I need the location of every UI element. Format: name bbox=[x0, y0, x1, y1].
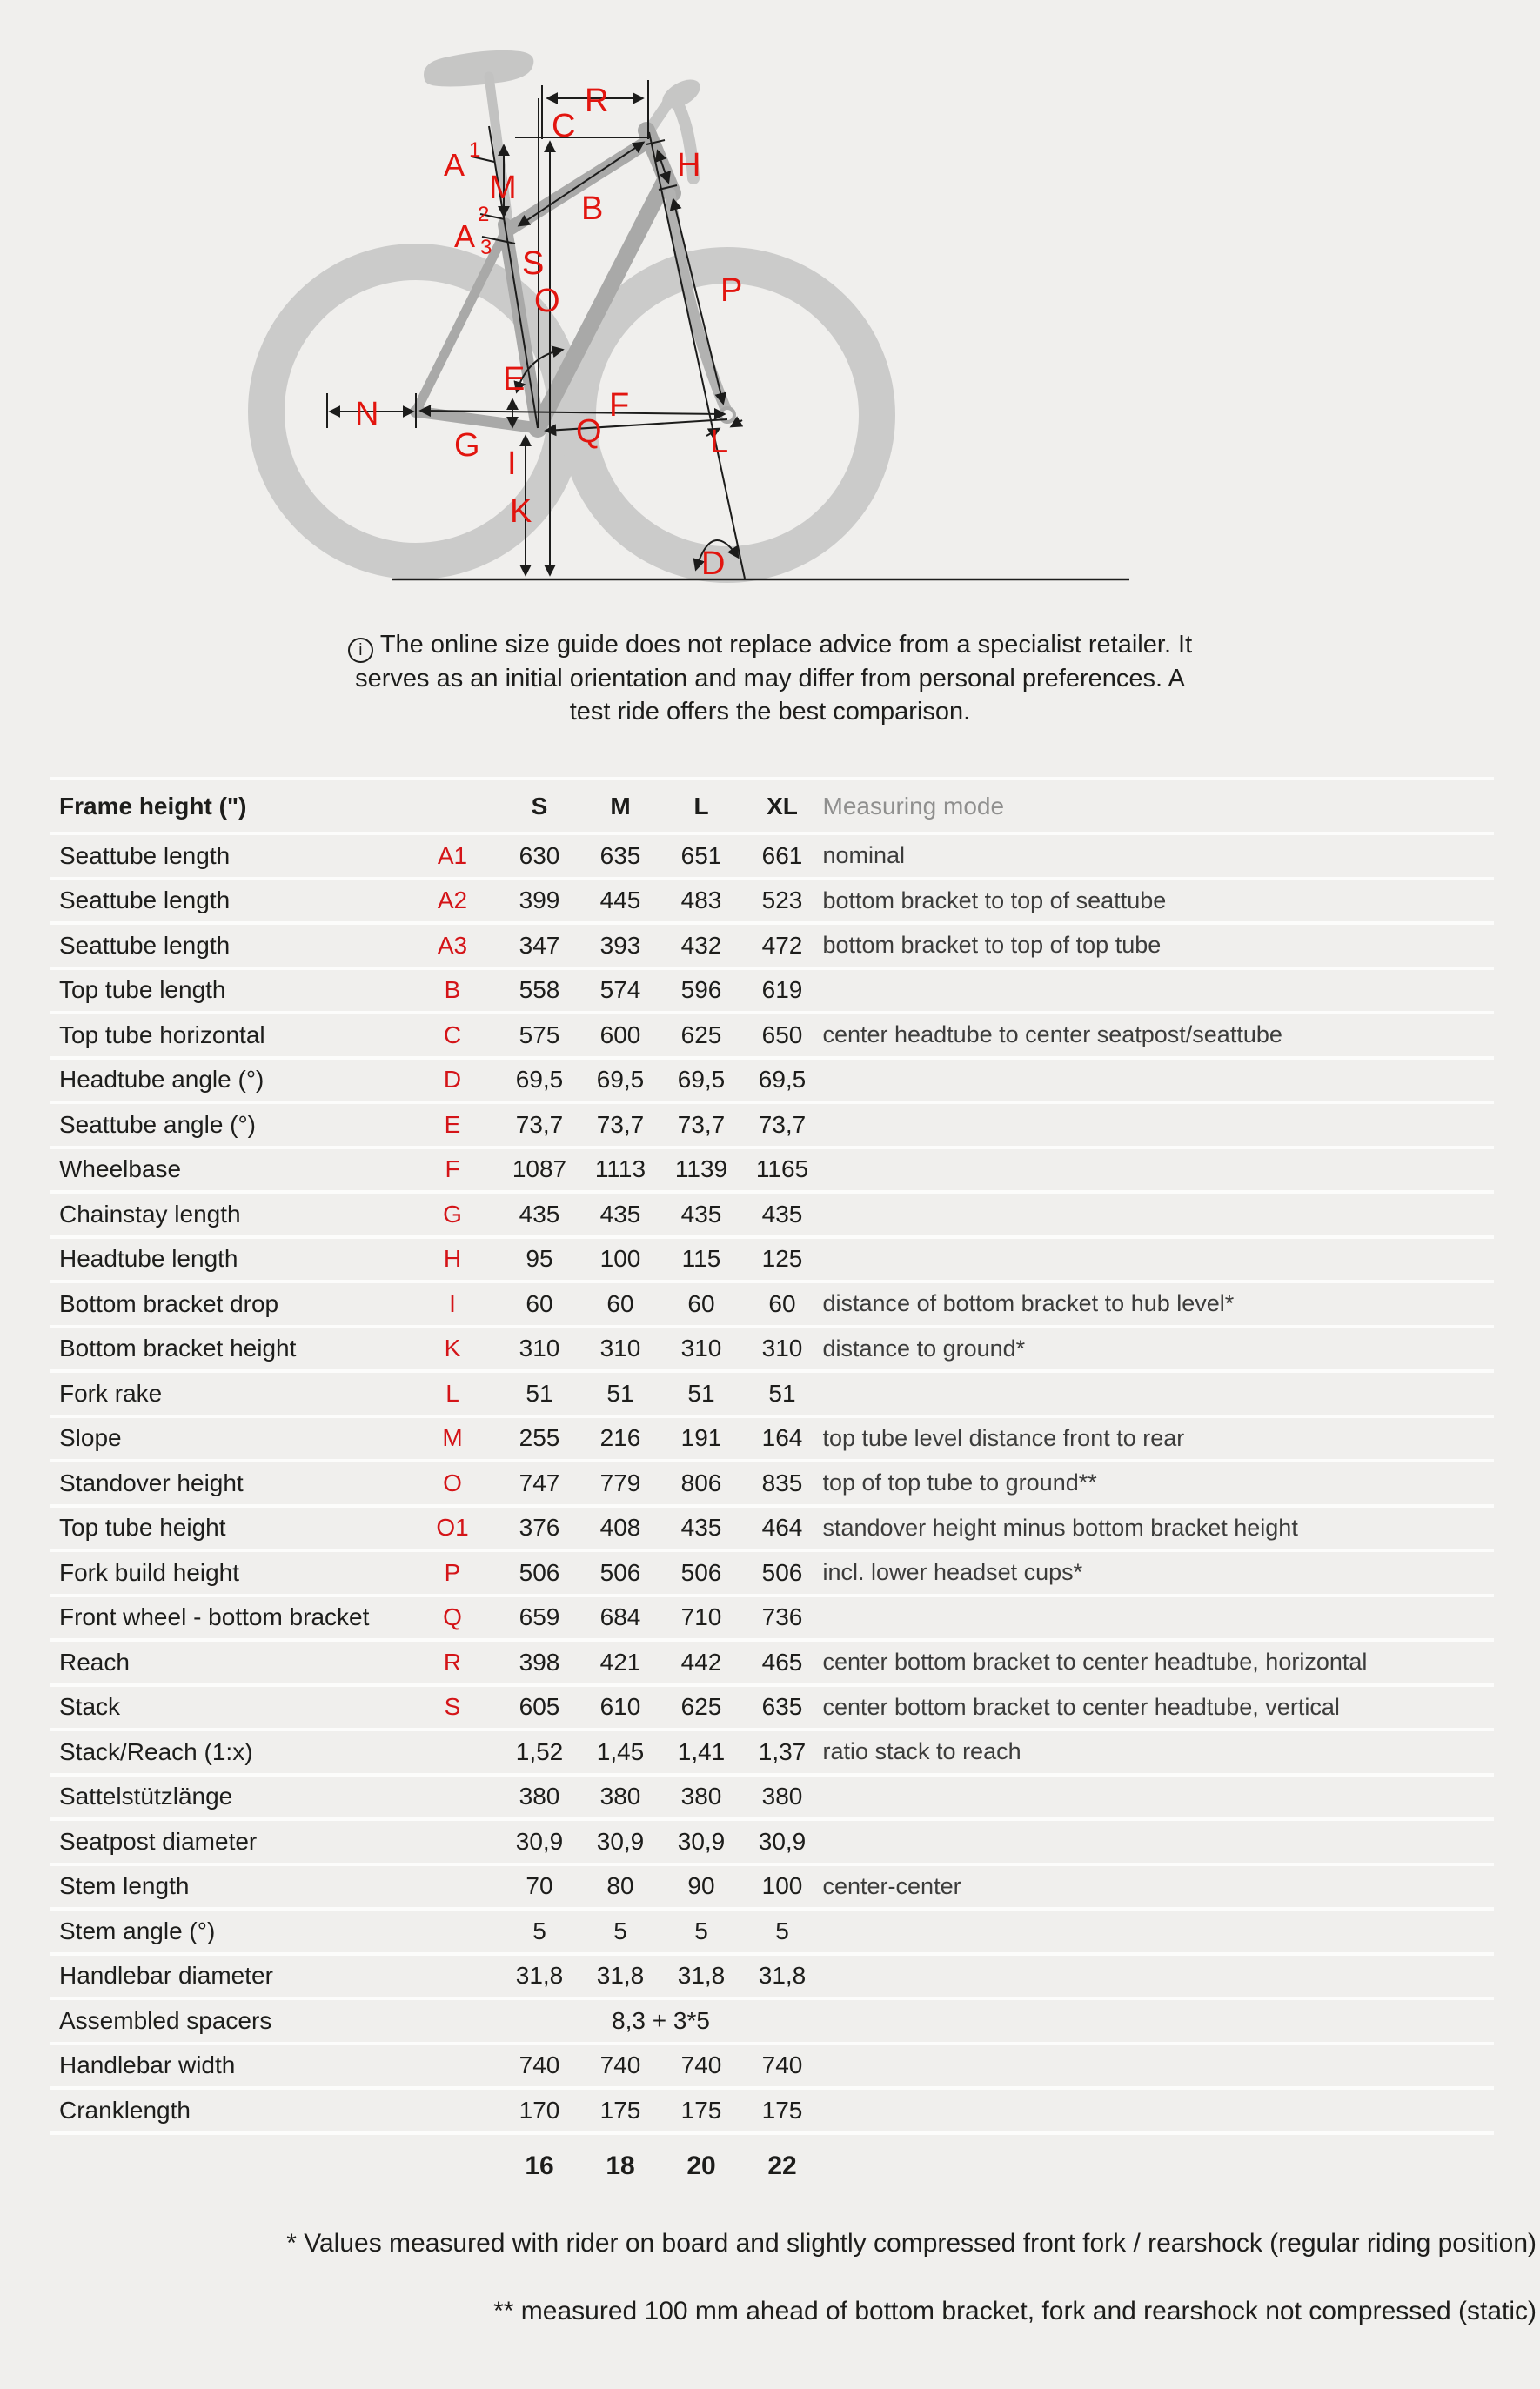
value-s: 69,5 bbox=[515, 1066, 564, 1094]
row-label: Slope bbox=[59, 1424, 122, 1452]
table-row bbox=[50, 1104, 1494, 1149]
value-xl: 175 bbox=[761, 2096, 803, 2124]
header-size-s: S bbox=[531, 792, 548, 820]
row-measuring-mode: ratio stack to reach bbox=[822, 1738, 1021, 1765]
row-measuring-mode: center bottom bracket to center headtube, horizontal bbox=[822, 1649, 1368, 1676]
table-row bbox=[50, 1777, 1494, 1822]
value-xl: 464 bbox=[761, 1514, 803, 1542]
value-xl: 435 bbox=[761, 1200, 803, 1228]
table-row bbox=[50, 970, 1494, 1015]
table-row bbox=[50, 835, 1494, 880]
row-label: Assembled spacers bbox=[59, 2006, 272, 2034]
value-s: 1,52 bbox=[515, 1737, 564, 1765]
value-s: 435 bbox=[519, 1200, 560, 1228]
row-label: Top tube height bbox=[59, 1514, 226, 1542]
row-letter: L bbox=[445, 1379, 459, 1407]
value-s: 5 bbox=[532, 1917, 546, 1944]
value-m: 380 bbox=[599, 1783, 641, 1810]
table-row bbox=[50, 1821, 1494, 1866]
row-label: Standover height bbox=[59, 1469, 244, 1496]
row-letter: E bbox=[444, 1110, 461, 1138]
value-s: 1087 bbox=[512, 1155, 567, 1183]
value-s: 506 bbox=[519, 1558, 560, 1586]
header-size-l: L bbox=[693, 792, 709, 820]
row-letter: I bbox=[449, 1289, 456, 1317]
value-l: 625 bbox=[680, 1693, 722, 1721]
value-m: 51 bbox=[606, 1379, 634, 1407]
value-l: 30,9 bbox=[677, 1827, 726, 1855]
value-m: 30,9 bbox=[596, 1827, 645, 1855]
value-s: 30,9 bbox=[515, 1827, 564, 1855]
value-m: 635 bbox=[599, 841, 641, 869]
value-xl: 5 bbox=[775, 1917, 789, 1944]
value-m: 1113 bbox=[594, 1155, 646, 1183]
row-label: Wheelbase bbox=[59, 1155, 182, 1183]
row-label: Handlebar diameter bbox=[59, 1962, 273, 1990]
value-m: 600 bbox=[599, 1021, 641, 1048]
value-m: 310 bbox=[599, 1335, 641, 1362]
value-m: 69,5 bbox=[596, 1066, 645, 1094]
value-xl: 310 bbox=[761, 1335, 803, 1362]
value-l: 31,8 bbox=[677, 1962, 726, 1990]
value-m: 175 bbox=[599, 2096, 641, 2124]
header-size-m: M bbox=[610, 792, 631, 820]
frame-size-22: 22 bbox=[767, 2151, 797, 2180]
diagram-label-h: H bbox=[677, 147, 701, 184]
row-measuring-mode: incl. lower headset cups* bbox=[822, 1559, 1083, 1586]
value-xl: 1165 bbox=[755, 1155, 809, 1183]
diagram-label-3: 3 bbox=[480, 236, 492, 259]
value-xl: 635 bbox=[761, 1693, 803, 1721]
diagram-label-e: E bbox=[503, 361, 526, 398]
row-label: Stem length bbox=[59, 1872, 190, 1900]
geometry-table-header bbox=[50, 777, 1494, 835]
table-row bbox=[50, 1956, 1494, 2001]
value-xl: 1,37 bbox=[758, 1737, 807, 1765]
row-label: Top tube length bbox=[59, 976, 226, 1004]
value-s: 51 bbox=[526, 1379, 553, 1407]
value-xl: 619 bbox=[761, 976, 803, 1004]
row-label: Cranklength bbox=[59, 2096, 191, 2124]
value-m: 610 bbox=[599, 1693, 641, 1721]
value-m: 779 bbox=[599, 1469, 641, 1496]
diagram-label-p: P bbox=[720, 272, 743, 309]
value-m: 31,8 bbox=[596, 1962, 645, 1990]
value-l: 506 bbox=[680, 1558, 722, 1586]
table-row bbox=[50, 1418, 1494, 1463]
diagram-label-g: G bbox=[454, 427, 480, 464]
table-row bbox=[50, 1194, 1494, 1239]
row-label: Seattube angle (°) bbox=[59, 1110, 257, 1138]
row-label: Seattube length bbox=[59, 841, 231, 869]
diagram-label-k: K bbox=[510, 493, 532, 530]
value-l: 710 bbox=[680, 1603, 722, 1631]
value-s: 70 bbox=[526, 1872, 553, 1900]
value-l: 740 bbox=[680, 2051, 722, 2079]
value-l: 90 bbox=[687, 1872, 715, 1900]
value-xl: 164 bbox=[761, 1424, 803, 1452]
value-xl: 60 bbox=[768, 1289, 796, 1317]
table-row bbox=[50, 1462, 1494, 1508]
row-measuring-mode: top of top tube to ground** bbox=[822, 1469, 1097, 1496]
row-letter: D bbox=[443, 1066, 462, 1094]
value-s: 630 bbox=[519, 841, 560, 869]
value-l: 435 bbox=[680, 1200, 722, 1228]
header-frame-height: Frame height (") bbox=[59, 792, 247, 820]
footnote-1: * Values measured with rider on board and slightly compressed front fork / rearshock (regular riding position) bbox=[286, 2229, 1537, 2258]
diagram-label-f: F bbox=[609, 387, 630, 424]
geometry-table-body bbox=[50, 835, 1494, 2135]
row-label: Stem angle (°) bbox=[59, 1917, 216, 1944]
value-l: 435 bbox=[680, 1514, 722, 1542]
table-row bbox=[50, 880, 1494, 926]
frame-size-18: 18 bbox=[606, 2151, 635, 2180]
row-measuring-mode: standover height minus bottom bracket height bbox=[822, 1514, 1298, 1541]
value-m: 740 bbox=[599, 2051, 641, 2079]
frame-size-16: 16 bbox=[525, 2151, 554, 2180]
value-s: 398 bbox=[519, 1648, 560, 1676]
chainstay bbox=[416, 412, 538, 428]
value-l: 175 bbox=[680, 2096, 722, 2124]
value-xl: 506 bbox=[761, 1558, 803, 1586]
value-xl: 69,5 bbox=[758, 1066, 807, 1094]
value-l: 60 bbox=[687, 1289, 715, 1317]
table-row bbox=[50, 1642, 1494, 1687]
value-xl: 51 bbox=[768, 1379, 796, 1407]
value-s: 399 bbox=[519, 887, 560, 914]
value-xl: 740 bbox=[761, 2051, 803, 2079]
value-s: 170 bbox=[519, 2096, 560, 2124]
value-xl: 380 bbox=[761, 1783, 803, 1810]
value-xl: 31,8 bbox=[758, 1962, 807, 1990]
row-letter: H bbox=[443, 1245, 462, 1273]
value-l: 73,7 bbox=[677, 1110, 726, 1138]
value-s: 31,8 bbox=[515, 1962, 564, 1990]
row-label: Seatpost diameter bbox=[59, 1827, 258, 1855]
geometry-table bbox=[50, 777, 1494, 2198]
value-l: 115 bbox=[681, 1245, 721, 1273]
row-label: Reach bbox=[59, 1648, 130, 1676]
row-label: Front wheel - bottom bracket bbox=[59, 1603, 370, 1631]
diagram-label-i: I bbox=[507, 445, 517, 482]
table-row bbox=[50, 1149, 1494, 1194]
value-m: 408 bbox=[599, 1514, 641, 1542]
value-xl: 125 bbox=[761, 1245, 803, 1273]
diagram-label-q: Q bbox=[576, 413, 602, 450]
value-l: 432 bbox=[680, 931, 722, 959]
row-measuring-mode: bottom bracket to top of top tube bbox=[822, 932, 1162, 959]
value-s: 310 bbox=[519, 1335, 560, 1362]
value-s: 255 bbox=[519, 1424, 560, 1452]
value-m: 1,45 bbox=[596, 1737, 645, 1765]
frame-size-20: 20 bbox=[686, 2151, 716, 2180]
note-line-2: serves as an initial orientation and may differ from personal preferences. A bbox=[355, 665, 1185, 693]
row-letter: B bbox=[444, 976, 461, 1004]
value-m: 80 bbox=[606, 1872, 634, 1900]
bike-diagram-svg bbox=[0, 0, 1540, 618]
value-xl: 661 bbox=[761, 841, 803, 869]
table-row bbox=[50, 1687, 1494, 1732]
table-row bbox=[50, 1060, 1494, 1105]
value-l: 651 bbox=[680, 841, 722, 869]
table-row bbox=[50, 1508, 1494, 1553]
value-xl: 472 bbox=[761, 931, 803, 959]
row-label: Fork rake bbox=[59, 1379, 163, 1407]
row-label: Bottom bracket drop bbox=[59, 1289, 279, 1317]
row-letter: Q bbox=[443, 1603, 462, 1631]
value-s: 558 bbox=[519, 976, 560, 1004]
diagram-label-c: C bbox=[552, 108, 576, 144]
row-label: Headtube length bbox=[59, 1245, 238, 1273]
size-guide-note bbox=[335, 629, 1205, 728]
table-row bbox=[50, 2090, 1494, 2135]
row-label: Chainstay length bbox=[59, 1200, 241, 1228]
value-xl: 835 bbox=[761, 1469, 803, 1496]
row-label: Handlebar width bbox=[59, 2051, 236, 2079]
value-m: 216 bbox=[599, 1424, 641, 1452]
value-m: 393 bbox=[599, 931, 641, 959]
value-s: 659 bbox=[519, 1603, 560, 1631]
value-l: 191 bbox=[680, 1424, 722, 1452]
row-letter: M bbox=[442, 1424, 463, 1452]
row-measuring-mode: nominal bbox=[822, 842, 906, 869]
row-measuring-mode: center bottom bracket to center headtube, vertical bbox=[822, 1693, 1340, 1720]
table-row bbox=[50, 925, 1494, 970]
table-row bbox=[50, 1328, 1494, 1374]
value-l: 483 bbox=[680, 887, 722, 914]
value-l: 51 bbox=[687, 1379, 715, 1407]
table-row bbox=[50, 1014, 1494, 1060]
saddle bbox=[424, 50, 533, 87]
note-line-1: i The online size guide does not replace advice from a specialist retailer. It bbox=[335, 629, 1205, 663]
row-letter: A3 bbox=[437, 931, 468, 959]
row-measuring-mode: distance to ground* bbox=[822, 1335, 1026, 1362]
row-letter: C bbox=[443, 1021, 462, 1048]
table-row bbox=[50, 1373, 1494, 1418]
value-s: 60 bbox=[526, 1289, 553, 1317]
row-measuring-mode: center headtube to center seatpost/seattube bbox=[822, 1021, 1282, 1048]
frame-size-row bbox=[50, 2135, 1494, 2198]
row-measuring-mode: top tube level distance front to rear bbox=[822, 1424, 1185, 1451]
row-measuring-mode: distance of bottom bracket to hub level* bbox=[822, 1290, 1235, 1317]
value-m: 5 bbox=[613, 1917, 627, 1944]
value-l: 380 bbox=[680, 1783, 722, 1810]
row-label: Stack bbox=[59, 1693, 121, 1721]
diagram-label-d: D bbox=[701, 545, 726, 582]
row-letter: S bbox=[444, 1693, 461, 1721]
diagram-label-2: 2 bbox=[478, 203, 490, 226]
table-row bbox=[50, 1731, 1494, 1777]
table-row bbox=[50, 2045, 1494, 2091]
value-s: 347 bbox=[519, 931, 560, 959]
table-row bbox=[50, 1552, 1494, 1597]
value-xl: 465 bbox=[761, 1648, 803, 1676]
value-l: 1139 bbox=[674, 1155, 728, 1183]
value-s: 605 bbox=[519, 1693, 560, 1721]
table-row bbox=[50, 1911, 1494, 1956]
value-xl: 100 bbox=[761, 1872, 803, 1900]
diagram-label-a: A bbox=[454, 218, 476, 254]
row-letter: R bbox=[443, 1648, 462, 1676]
row-letter: A2 bbox=[437, 887, 468, 914]
diagram-label-s: S bbox=[522, 245, 545, 282]
value-l: 69,5 bbox=[677, 1066, 726, 1094]
table-row bbox=[50, 2000, 1494, 2045]
header-size-xl: XL bbox=[767, 792, 798, 820]
row-letter: F bbox=[445, 1155, 460, 1183]
row-letter: G bbox=[443, 1200, 462, 1228]
value-s: 73,7 bbox=[515, 1110, 564, 1138]
value-m: 60 bbox=[606, 1289, 634, 1317]
diagram-label-m: M bbox=[489, 170, 517, 206]
table-row bbox=[50, 1283, 1494, 1328]
row-label: Seattube length bbox=[59, 887, 231, 914]
diagram-label-n: N bbox=[355, 396, 379, 432]
value-xl: 30,9 bbox=[758, 1827, 807, 1855]
row-letter: O1 bbox=[436, 1514, 469, 1542]
value-xl: 523 bbox=[761, 887, 803, 914]
row-letter: K bbox=[444, 1335, 461, 1362]
value-s: 376 bbox=[519, 1514, 560, 1542]
value-l: 5 bbox=[694, 1917, 708, 1944]
row-label: Top tube horizontal bbox=[59, 1021, 265, 1048]
value-m: 421 bbox=[599, 1648, 641, 1676]
footnote-2: ** measured 100 mm ahead of bottom bracket, fork and rearshock not compressed (static) bbox=[493, 2297, 1537, 2325]
diagram-label-1: 1 bbox=[469, 138, 481, 162]
value-m: 574 bbox=[599, 976, 641, 1004]
value-m: 684 bbox=[599, 1603, 641, 1631]
diagram-label-b: B bbox=[581, 191, 604, 227]
table-row bbox=[50, 1239, 1494, 1284]
row-letter: A1 bbox=[437, 841, 468, 869]
value-l: 310 bbox=[680, 1335, 722, 1362]
value-m: 445 bbox=[599, 887, 641, 914]
table-row bbox=[50, 1866, 1494, 1911]
bike-geometry-diagram bbox=[0, 0, 1540, 618]
row-label: Bottom bracket height bbox=[59, 1335, 297, 1362]
row-label: Stack/Reach (1:x) bbox=[59, 1737, 253, 1765]
note-line-3: test ride offers the best comparison. bbox=[569, 697, 971, 726]
merged-value: 8,3 + 3*5 bbox=[612, 2006, 710, 2034]
row-label: Sattelstützlänge bbox=[59, 1783, 233, 1810]
value-xl: 73,7 bbox=[758, 1110, 807, 1138]
row-measuring-mode: center-center bbox=[822, 1872, 961, 1899]
value-l: 596 bbox=[680, 976, 722, 1004]
row-letter: P bbox=[444, 1558, 461, 1586]
diagram-label-o: O bbox=[534, 283, 560, 319]
value-s: 380 bbox=[519, 1783, 560, 1810]
row-letter: O bbox=[443, 1469, 462, 1496]
diagram-label-a: A bbox=[444, 147, 465, 183]
value-xl: 650 bbox=[761, 1021, 803, 1048]
value-l: 625 bbox=[680, 1021, 722, 1048]
value-l: 806 bbox=[680, 1469, 722, 1496]
value-m: 100 bbox=[599, 1245, 641, 1273]
header-measuring-mode: Measuring mode bbox=[822, 792, 1005, 820]
value-l: 442 bbox=[680, 1648, 722, 1676]
row-label: Headtube angle (°) bbox=[59, 1066, 264, 1094]
row-label: Seattube length bbox=[59, 931, 231, 959]
value-m: 435 bbox=[599, 1200, 641, 1228]
value-s: 747 bbox=[519, 1469, 560, 1496]
table-row bbox=[50, 1597, 1494, 1643]
value-m: 73,7 bbox=[596, 1110, 645, 1138]
value-s: 95 bbox=[526, 1245, 553, 1273]
value-s: 575 bbox=[519, 1021, 560, 1048]
info-icon: i bbox=[348, 638, 373, 663]
value-xl: 736 bbox=[761, 1603, 803, 1631]
row-measuring-mode: bottom bracket to top of seattube bbox=[822, 887, 1167, 913]
value-l: 1,41 bbox=[677, 1737, 726, 1765]
diagram-label-l: L bbox=[710, 424, 729, 460]
diagram-label-r: R bbox=[585, 83, 609, 119]
row-label: Fork build height bbox=[59, 1558, 240, 1586]
value-s: 740 bbox=[519, 2051, 560, 2079]
value-m: 506 bbox=[599, 1558, 641, 1586]
